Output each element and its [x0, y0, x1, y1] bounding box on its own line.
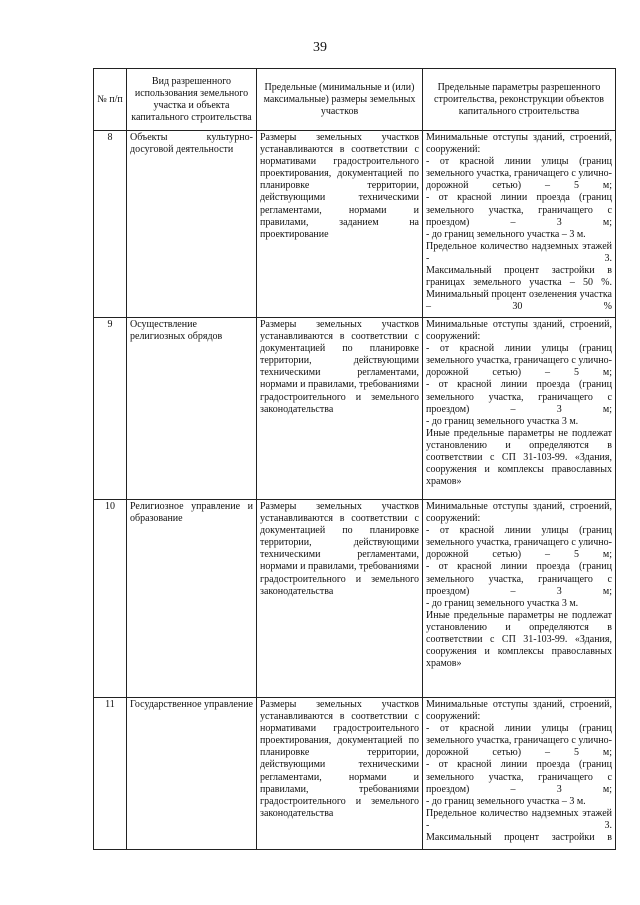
params-line: - до границ земельного участка – 3 м.	[426, 228, 586, 240]
params-line: - до границ земельного участка – 3 м.	[426, 795, 586, 807]
table-row	[94, 500, 616, 698]
plot-size-cell: Размеры земельных участков устанавливаются в соответствии с нормативами градостроительного проектирования, документацией по планировке территории, действующими техническими регламентами, нормами и правилами, заданием на проектирование	[257, 131, 423, 318]
plot-size-cell: Размеры земельных участков устанавливаются в соответствии с документацией по планировке территории, действующими техническими регламентами, нормами и правилами, требованиями градостроительного и земельного законодательства	[257, 318, 423, 500]
row-number: 8	[94, 131, 127, 318]
params-cell	[423, 698, 616, 850]
params-cell	[423, 318, 616, 500]
plot-size-cell: Размеры земельных участков устанавливаются в соответствии с документацией по планировке территории, действующими техническими регламентами, нормами и правилами, требованиями градостроительного и земельного законодательства	[257, 500, 423, 698]
params-cell	[423, 131, 616, 318]
params-line: Минимальные отступы зданий, строений, сооружений:	[426, 319, 612, 343]
params-line: - до границ земельного участка 3 м.	[426, 415, 579, 427]
header-kind: Вид разрешенного использования земельного участка и объекта капитального строительства	[127, 69, 257, 131]
params-line: - от красной линии проезда (границ земельного участка, граничащего с проездом) – 3 м;	[426, 192, 612, 228]
params-line: - от красной линии улицы (границ земельного участка, граничащего с улично-дорожной сетью) – 5 м;	[426, 156, 612, 192]
params-line: Минимальные отступы зданий, строений, сооружений:	[426, 699, 612, 723]
params-cell	[423, 500, 616, 698]
table-row	[94, 698, 616, 850]
header-size: Предельные (минимальные и (или) максимальные) размеры земельных участков	[257, 69, 423, 131]
params-line: Максимальный процент застройки в	[426, 832, 612, 844]
params-line: - от красной линии улицы (границ земельного участка, граничащего с улично-дорожной сетью) – 5 м;	[426, 343, 612, 379]
use-kind-cell: Осуществление религиозных обрядов	[127, 318, 257, 500]
page-number: 39	[313, 40, 327, 55]
table-header-row	[94, 69, 616, 131]
params-line: Иные предельные параметры не подлежат установлению и определяются в соответствии с СП 31-103-99. «Здания, сооружения и комплексы православных храмов»	[426, 609, 612, 670]
use-kind-cell: Объекты культурно-досуговой деятельности	[127, 131, 257, 318]
params-line: - от красной линии улицы (границ земельного участка, граничащего с улично-дорожной сетью) – 5 м;	[426, 525, 612, 561]
regulations-table	[93, 68, 616, 850]
row-number: 10	[94, 500, 127, 698]
params-line: - от красной линии улицы (границ земельного участка, граничащего с улично-дорожной сетью) – 5 м;	[426, 723, 612, 759]
params-line: Предельное количество надземных этажей - 3.	[426, 240, 612, 264]
params-line: - от красной линии проезда (границ земельного участка, граничащего с проездом) – 3 м;	[426, 759, 612, 795]
table-row	[94, 131, 616, 318]
params-line: - от красной линии проезда (границ земельного участка, граничащего с проездом) – 3 м;	[426, 379, 612, 415]
params-line: Минимальные отступы зданий, строений, сооружений:	[426, 501, 612, 525]
header-params: Предельные параметры разрешенного строительства, реконструкции объектов капитального строительства	[423, 69, 616, 131]
header-num: № п/п	[94, 69, 127, 131]
params-line: Предельное количество надземных этажей - 3.	[426, 807, 612, 831]
params-line: Минимальные отступы зданий, строений, сооружений:	[426, 132, 612, 156]
use-kind-cell: Религиозное управление и образование	[127, 500, 257, 698]
use-kind-cell: Государственное управление	[127, 698, 257, 850]
params-line: Максимальный процент застройки в границах земельного участка – 50 %.	[426, 265, 612, 289]
params-line: - до границ земельного участка 3 м.	[426, 597, 579, 609]
plot-size-cell: Размеры земельных участков устанавливаются в соответствии с нормативами градостроительного проектирования, документацией по планировке территории, действующими техническими регламентами, нормами и правилами, требованиями градостроительного и земельного законодательства	[257, 698, 423, 850]
table-row	[94, 318, 616, 500]
params-line: - от красной линии проезда (границ земельного участка, граничащего с проездом) – 3 м;	[426, 561, 612, 597]
row-number: 9	[94, 318, 127, 500]
row-number: 11	[94, 698, 127, 850]
params-line: Иные предельные параметры не подлежат установлению и определяются в соответствии с СП 31-103-99. «Здания, сооружения и комплексы православных храмов»	[426, 427, 612, 488]
params-line: Минимальный процент озеленения участка – 30 %	[426, 289, 612, 313]
